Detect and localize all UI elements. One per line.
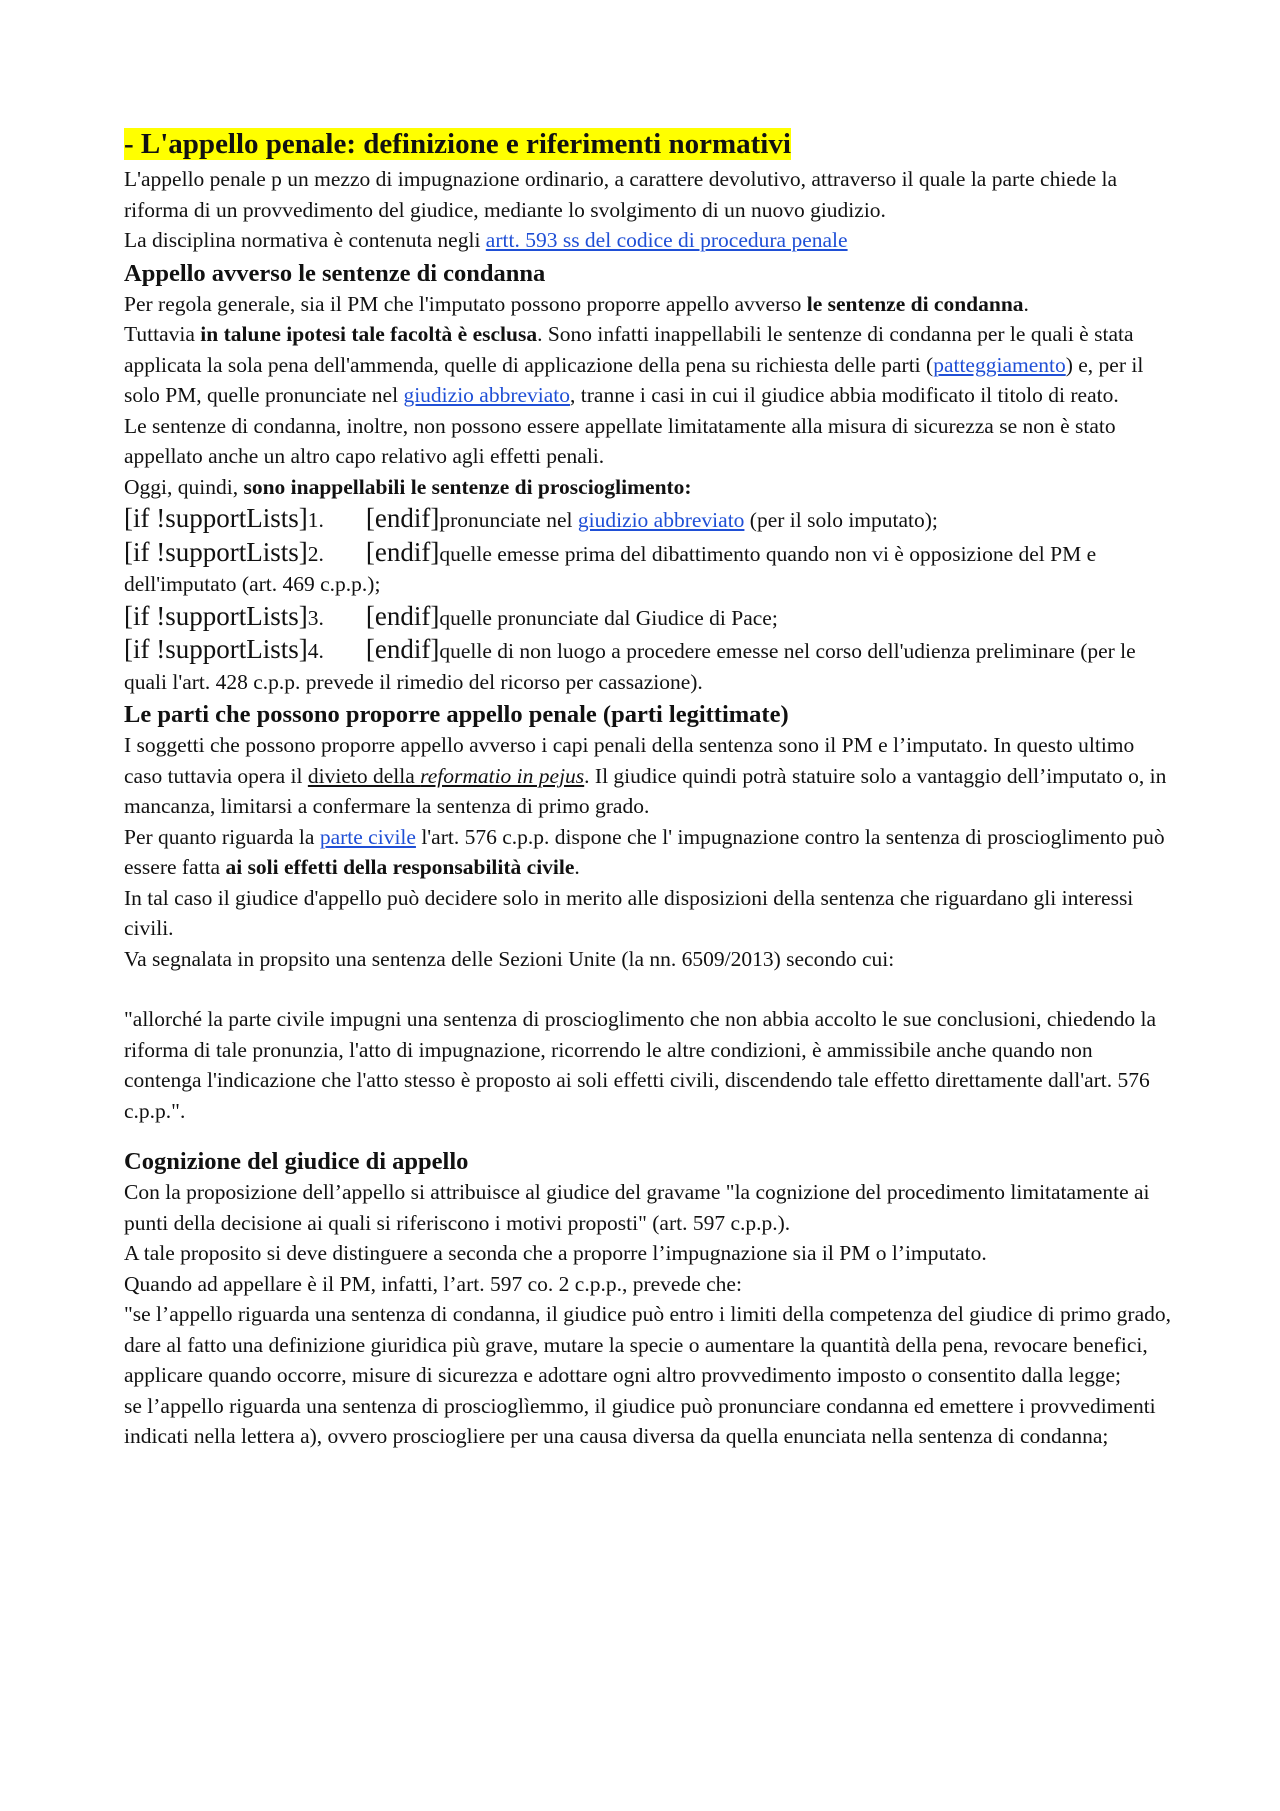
- section-heading-cognizione: Cognizione del giudice di appello: [124, 1148, 469, 1175]
- text-span: .: [574, 855, 580, 879]
- list-number: 4.: [307, 639, 324, 663]
- cognizione-paragraph-2: A tale proposito si deve distinguere a seconda che a proporre l’impugnazione sia il PM o l’imputato.: [124, 1241, 987, 1265]
- list-number: 1.: [307, 508, 324, 532]
- cognizione-paragraph-4: "se l’appello riguarda una sentenza di condanna, il giudice può entro i limiti della competenza del giudice di primo grado, dare al fatto una definizione giuridica più grave, mutare la specie o aumentare la quantità della pena, revocare benefici, applicare quando occorre, misure di sicurezza e adottare ogni altro provvedimento imposto o consentito dalla legge;: [124, 1302, 1172, 1387]
- bold-span: ai soli effetti della responsabilità civile: [225, 855, 575, 879]
- quote-paragraph: "allorché la parte civile impugni una sentenza di proscioglimento che non abbia accolto le sue conclusioni, chiedendo la riforma di tale pronunzia, l'atto di impugnazione, ricorrendo le altre condizioni, è ammissibile anche quando non contenga l'indicazione che l'atto stesso è proposto ai soli effetti civili, discendendo tale effetto direttamente dall'art. 576 c.p.p.".: [124, 1007, 1157, 1123]
- cognizione-paragraph-1: Con la proposizione dell’appello si attribuisce al giudice del gravame "la cognizione del procedimento limitatamente ai punti della decisione ai quali si riferiscono i motivi proposti" (art. 597 c.p.p.).: [124, 1180, 1150, 1235]
- text-span: . Sono infatti inappellabili le sentenze di condanna per le quali è stata applicata la sola pena dell'ammenda, quelle di applicazione della pena su richiesta delle parti (: [124, 322, 1134, 377]
- list-text: quelle pronunciate dal Giudice di Pace;: [439, 605, 778, 630]
- section-heading-condanna: Appello avverso le sentenze di condanna: [124, 259, 546, 287]
- list-text: pronunciate nel: [439, 508, 578, 532]
- text-span: Oggi, quindi,: [124, 474, 244, 499]
- condanna-paragraph-3: Le sentenze di condanna, inoltre, non possono essere appellate limitatamente alla misura di sicurezza se non è stato appellato anche un altro capo relativo agli effetti penali.: [124, 413, 1116, 468]
- text-span: divieto della: [307, 763, 421, 788]
- list-endif: [endif]: [365, 600, 440, 631]
- title-highlight: - L'appello penale: definizione e riferimenti normativi: [124, 128, 791, 160]
- list-item: [124, 633, 1174, 697]
- list-text: quelle di non luogo a procedere emesse nel corso dell'udienza preliminare (per le quali l'art. 428 c.p.p. prevede il rimedio del ricorso per cassazione).: [124, 639, 1136, 694]
- list-endif: [endif]: [365, 634, 440, 664]
- list-marker: [if !supportLists]: [124, 536, 308, 567]
- condanna-paragraph-4: [124, 472, 1174, 503]
- cognizione-paragraph-3: Quando ad appellare è il PM, infatti, l’art. 597 co. 2 c.p.p., prevede che:: [124, 1271, 742, 1296]
- text-span: ) e, per il solo PM, quelle pronunciate nel: [124, 352, 1144, 407]
- text-span: Tuttavia: [124, 322, 201, 346]
- section-heading-parti: Le parti che possono proporre appello penale (parti legittimate): [124, 701, 789, 728]
- parti-paragraph-2: [124, 822, 1174, 883]
- list-endif: [endif]: [365, 503, 440, 533]
- bold-span: le sentenze di condanna: [806, 291, 1024, 316]
- intro-paragraph-2: [124, 225, 1174, 256]
- cognizione-paragraph-5: se l’appello riguarda una sentenza di proscioglìemmo, il giudice può pronunciare condanna ed emettere i provvedimenti indicati nella lettera a), ovvero prosciogliere per una causa diversa da quella enunciata nella sentenza di condanna;: [124, 1393, 1156, 1448]
- condanna-paragraph-2: [124, 319, 1174, 411]
- parti-paragraph-1: [124, 730, 1174, 822]
- parti-paragraph-4: Va segnalata in propsito una sentenza delle Sezioni Unite (la nn. 6509/2013) secondo cui:: [124, 946, 895, 971]
- text-span: Per quanto riguarda la: [124, 824, 320, 849]
- text-span: l'art. 576 c.p.p. dispone che l' impugnazione contro la sentenza di proscioglimento può essere fatta: [124, 824, 1165, 879]
- text-span: .: [1023, 291, 1029, 316]
- divieto-underlined: [308, 764, 584, 788]
- list-text-after: (per il solo imputato);: [744, 508, 938, 532]
- link-giudizio-abbreviato[interactable]: giudizio abbreviato: [403, 383, 571, 407]
- list-item: [124, 502, 1174, 536]
- list-number: 2.: [307, 541, 324, 566]
- link-patteggiamento[interactable]: patteggiamento: [933, 352, 1066, 377]
- intro-text: La disciplina normativa è contenuta negli: [124, 228, 486, 252]
- list-marker: [if !supportLists]: [124, 634, 308, 664]
- italic-span: reformatio in pejus: [420, 763, 585, 788]
- text-span: . Il giudice quindi potrà statuire solo a vantaggio dell’imputato o, in mancanza, limitarsi a confermare la sentenza di primo grado.: [124, 763, 1167, 818]
- text-span: Per regola generale, sia il PM che l'imputato possono proporre appello avverso: [124, 291, 807, 316]
- link-artt-593[interactable]: artt. 593 ss del codice di procedura penale: [485, 228, 848, 252]
- bold-span: in talune ipotesi tale facoltà è esclusa: [200, 322, 538, 346]
- text-span: I soggetti che possono proporre appello avverso i capi penali della sentenza sono il PM e l’imputato. In questo ultimo caso tuttavia opera il: [124, 733, 1135, 788]
- text-span: , tranne i casi in cui il giudice abbia modificato il titolo di reato.: [570, 383, 1119, 407]
- parti-paragraph-3: In tal caso il giudice d'appello può decidere solo in merito alle disposizioni della sentenza che riguardano gli interessi civili.: [124, 885, 1134, 940]
- link-parte-civile[interactable]: parte civile: [319, 824, 416, 849]
- list-item: [124, 536, 1174, 600]
- list-number: 3.: [307, 605, 324, 630]
- bold-span: sono inappellabili le sentenze di proscioglimento:: [243, 474, 692, 499]
- list-marker: [if !supportLists]: [124, 503, 308, 533]
- intro-paragraph-1: L'appello penale p un mezzo di impugnazione ordinario, a carattere devolutivo, attraverso il quale la parte chiede la riforma di un provvedimento del giudice, mediante lo svolgimento di un nuovo giudizio.: [124, 167, 1118, 222]
- list-endif: [endif]: [365, 536, 440, 567]
- list-text: quelle emesse prima del dibattimento quando non vi è opposizione del PM e dell'imputato (art. 469 c.p.p.);: [124, 541, 1097, 596]
- list-item: [124, 600, 1174, 634]
- document-title: [124, 126, 1174, 162]
- link-giudizio-abbreviato-2[interactable]: giudizio abbreviato: [577, 508, 745, 532]
- condanna-paragraph-1: [124, 289, 1174, 320]
- list-marker: [if !supportLists]: [124, 600, 308, 631]
- document-page: [124, 126, 1174, 1452]
